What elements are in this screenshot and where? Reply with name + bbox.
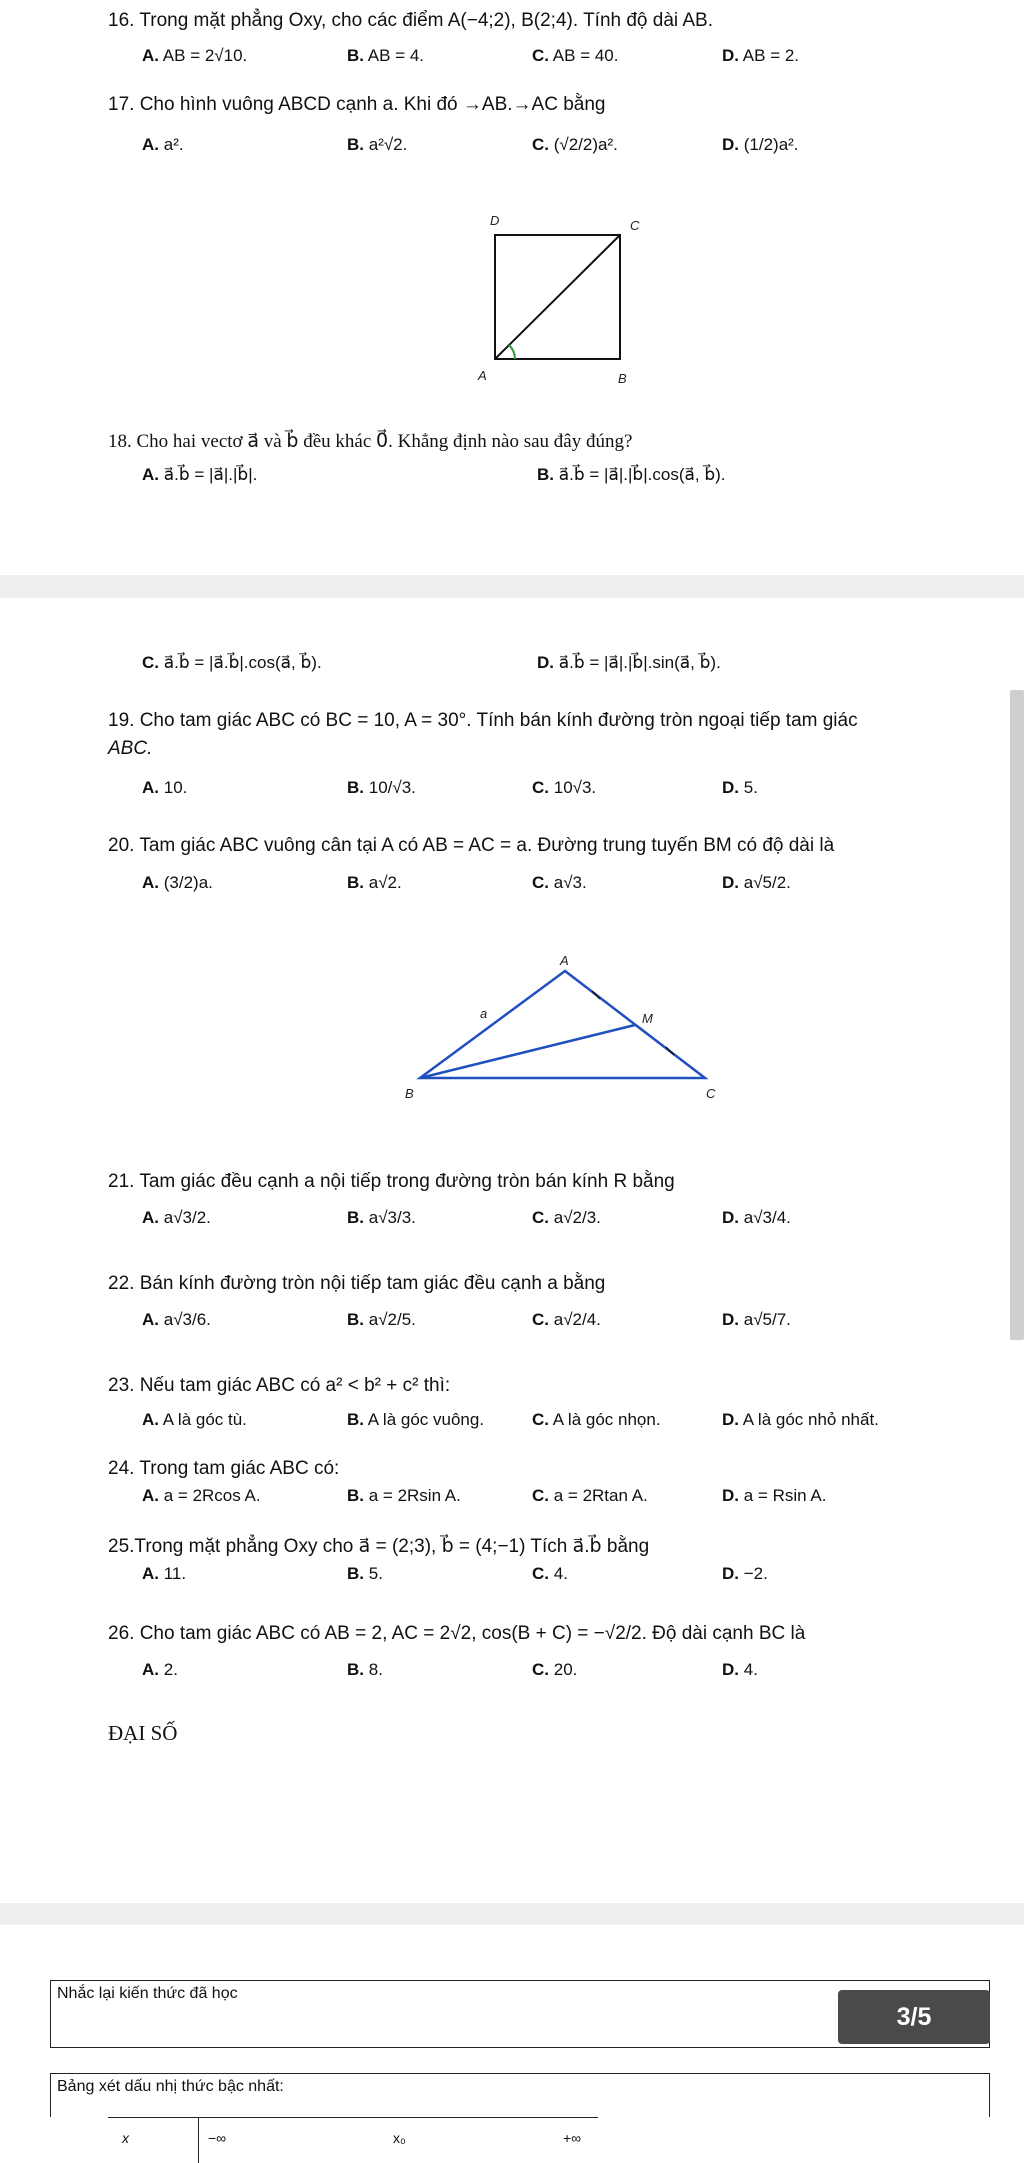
scrollbar[interactable] [1010, 690, 1024, 1340]
option-b: B. a = 2Rsin A. [347, 1486, 461, 1505]
question-25: 25.Trong mặt phẳng Oxy cho a⃗ = (2;3), b⃗ = (4;−1) Tích a⃗.b⃗ bằng [108, 1536, 650, 1557]
option-b: B. a√3/3. [347, 1208, 416, 1227]
diagonal-ac [495, 235, 620, 359]
question-20: 20. Tam giác ABC vuông cân tại A có AB = AC = a. Đường trung tuyến BM có độ dài là [108, 835, 835, 856]
option-b: B. 10/√3. [347, 778, 416, 797]
option-a: A. a². [142, 135, 184, 154]
option-d: D. −2. [722, 1564, 768, 1583]
option-a: A. A là góc tù. [142, 1410, 247, 1429]
median-bm [420, 1025, 635, 1078]
option-b: B. 8. [347, 1660, 383, 1679]
question-17: 17. Cho hình vuông ABCD cạnh a. Khi đó →AB.→AC bằng [108, 94, 606, 115]
option-a: A. AB = 2√10. [142, 46, 248, 65]
option-b: B. a√2/5. [347, 1310, 416, 1329]
page-indicator: 3/5 [838, 1990, 990, 2044]
page-gap [0, 1903, 1024, 1925]
option-a: A. a√3/2. [142, 1208, 211, 1227]
option-c: C. A là góc nhọn. [532, 1410, 661, 1429]
table-x: x [122, 2130, 129, 2146]
label-c: C [706, 1086, 716, 1101]
option-d: D. a√3/4. [722, 1208, 791, 1227]
label-m: M [642, 1011, 653, 1026]
option-d: D. 5. [722, 778, 758, 797]
tick-mark-2 [666, 1047, 674, 1055]
option-c: C. a√3. [532, 873, 587, 892]
table-divider [198, 2118, 199, 2163]
table-pos-inf: +∞ [563, 2130, 582, 2146]
option-d: D. a√5/7. [722, 1310, 791, 1329]
option-a: A. a = 2Rcos A. [142, 1486, 261, 1505]
option-a: A. a√3/6. [142, 1310, 211, 1329]
option-c: C. a√2/4. [532, 1310, 601, 1329]
question-23: 23. Nếu tam giác ABC có a² < b² + c² thì: [108, 1375, 451, 1396]
document-page-1 [0, 0, 1024, 575]
question-19-cont: ABC. [108, 738, 153, 759]
option-d: D. a⃗.b⃗ = |a⃗|.|b⃗|.sin(a⃗, b⃗). [537, 653, 721, 672]
option-c: C. 20. [532, 1660, 578, 1679]
option-a: A. 11. [142, 1564, 187, 1583]
question-26: 26. Cho tam giác ABC có AB = 2, AC = 2√2, cos(B + C) = −√2/2. Độ dài cạnh BC là [108, 1623, 806, 1644]
option-c: C. 10√3. [532, 778, 597, 797]
sign-table-box [50, 2073, 990, 2117]
section-title: ĐẠI SỐ [108, 1721, 178, 1745]
label-c: C [630, 218, 640, 233]
option-b: B. a⃗.b⃗ = |a⃗|.|b⃗|.cos(a⃗, b⃗). [537, 465, 726, 484]
option-b: B. 5. [347, 1564, 383, 1583]
option-c: C. a⃗.b⃗ = |a⃗.b⃗|.cos(a⃗, b⃗). [142, 653, 322, 672]
label-a: A [478, 368, 487, 383]
document-page-2 [0, 598, 1024, 1903]
option-a: A. 2. [142, 1660, 178, 1679]
question-24: 24. Trong tam giác ABC có: [108, 1458, 340, 1479]
option-c: C. a = 2Rtan A. [532, 1486, 648, 1505]
option-a: A. (3/2)a. [142, 873, 213, 892]
triangle-abc [420, 971, 705, 1078]
option-b: B. a√2. [347, 873, 402, 892]
option-d: D. A là góc nhỏ nhất. [722, 1410, 879, 1429]
angle-mark [509, 345, 515, 359]
tick-mark-1 [592, 991, 600, 999]
option-b: B. a²√2. [347, 135, 408, 154]
option-c: C. (√2/2)a². [532, 135, 618, 154]
option-d: D. a√5/2. [722, 873, 791, 892]
option-b: B. A là góc vuông. [347, 1410, 485, 1429]
table-x0: x₀ [393, 2130, 406, 2146]
label-b: B [405, 1086, 414, 1101]
option-d: D. 4. [722, 1660, 758, 1679]
page-gap [0, 575, 1024, 598]
triangle-figure [400, 953, 740, 1133]
label-d: D [490, 213, 500, 228]
option-d: D. (1/2)a². [722, 135, 799, 154]
square-figure [470, 205, 650, 395]
label-a: A [560, 953, 569, 968]
option-d: D. AB = 2. [722, 46, 800, 65]
sign-table-header [108, 2117, 598, 2163]
option-a: A. a⃗.b⃗ = |a⃗|.|b⃗|. [142, 465, 258, 484]
review-box-title: Nhắc lại kiến thức đã học [57, 1985, 238, 2002]
label-b: B [618, 371, 627, 386]
option-c: C. a√2/3. [532, 1208, 601, 1227]
question-21: 21. Tam giác đều cạnh a nội tiếp trong đường tròn bán kính R bằng [108, 1171, 675, 1192]
option-d: D. a = Rsin A. [722, 1486, 827, 1505]
question-16: 16. Trong mặt phẳng Oxy, cho các điểm A(−4;2), B(2;4). Tính độ dài AB. [108, 10, 713, 31]
option-a: A. 10. [142, 778, 188, 797]
question-18: 18. Cho hai vectơ a⃗ và b⃗ đều khác 0⃗. Khẳng định nào sau đây đúng? [108, 431, 633, 452]
table-neg-inf: −∞ [208, 2130, 227, 2146]
question-22: 22. Bán kính đường tròn nội tiếp tam giác đều cạnh a bằng [108, 1273, 606, 1294]
option-c: C. 4. [532, 1564, 568, 1583]
option-b: B. AB = 4. [347, 46, 425, 65]
sign-table-title: Bảng xét dấu nhị thức bậc nhất: [57, 2078, 284, 2095]
label-side-a: a [480, 1006, 488, 1021]
option-c: C. AB = 40. [532, 46, 619, 65]
question-19: 19. Cho tam giác ABC có BC = 10, A = 30°. Tính bán kính đường tròn ngoại tiếp tam giác [108, 710, 858, 731]
